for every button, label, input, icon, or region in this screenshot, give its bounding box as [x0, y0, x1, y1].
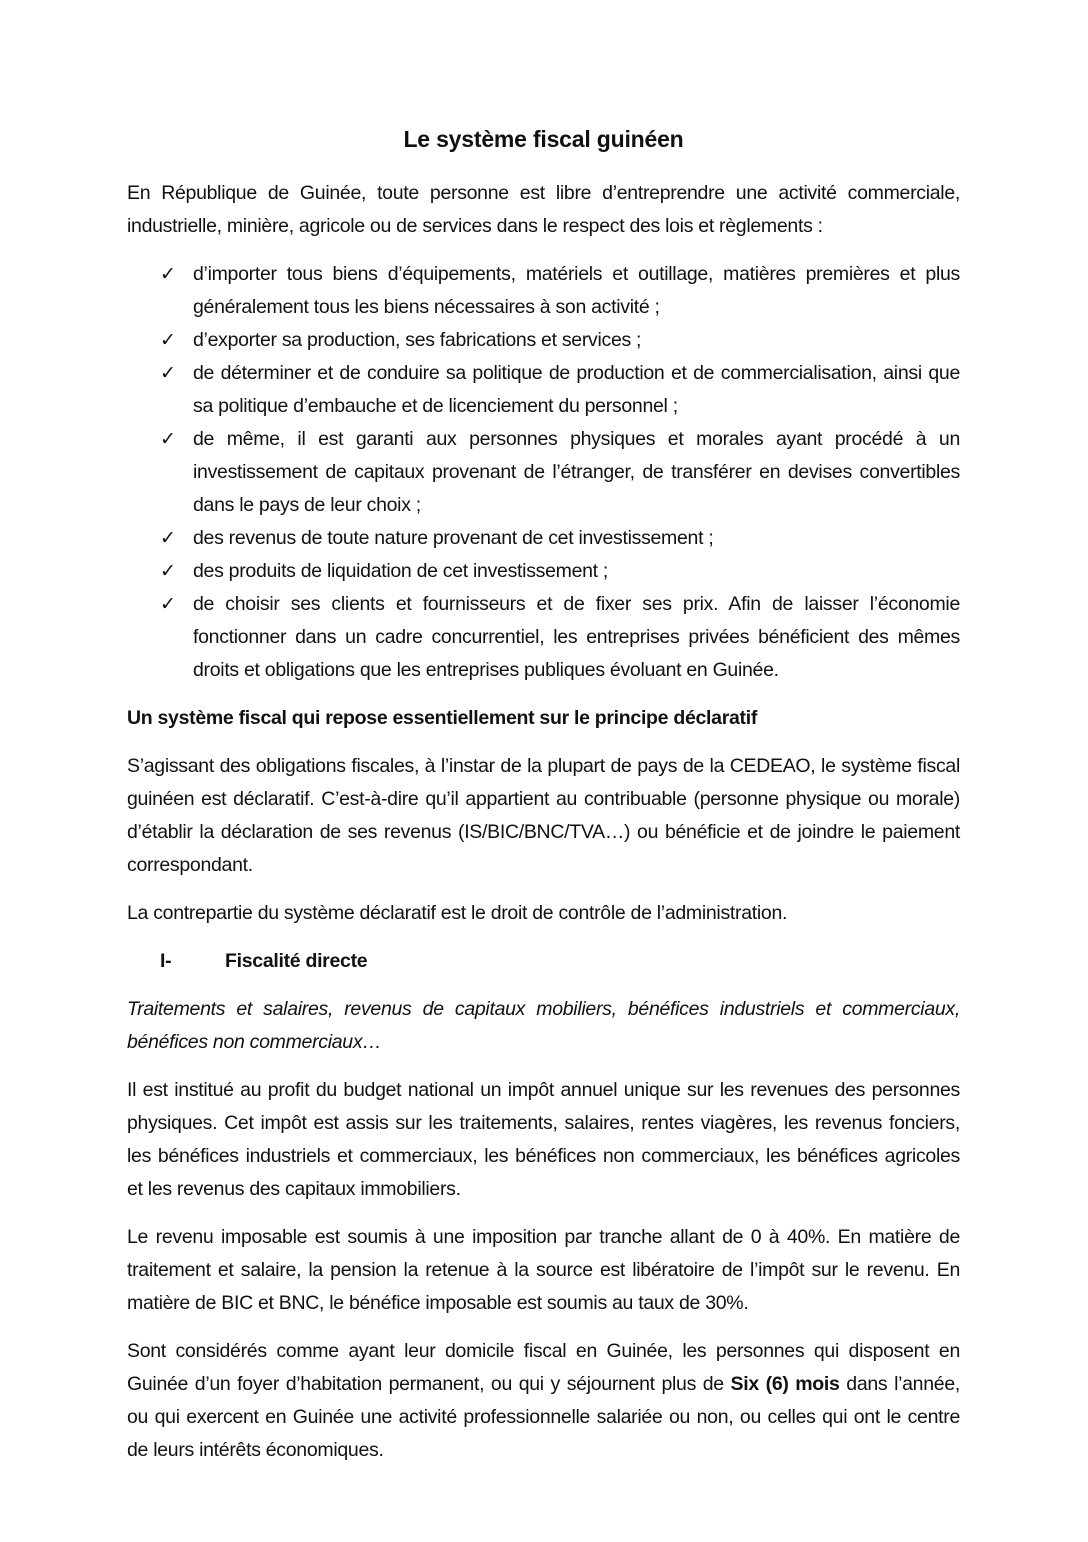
domicile-text-after: dans l’année, ou qui exercent en Guinée une activité professionnelle salariée ou non, ou celles qui ont le centre de leurs intérêts économiques. [127, 1373, 960, 1461]
list-item [127, 324, 960, 357]
domicile-fiscal-paragraph [127, 1335, 960, 1467]
checkmark-icon: ✓ [160, 561, 176, 582]
checkmark-icon: ✓ [160, 264, 176, 285]
list-item [127, 423, 960, 522]
list-item [127, 588, 960, 687]
income-types-paragraph: Traitements et salaires, revenus de capitaux mobiliers, bénéfices industriels et commerciaux, bénéfices non commerciaux… [127, 998, 960, 1053]
checkmark-icon: ✓ [160, 330, 176, 351]
intro-paragraph: En République de Guinée, toute personne est libre d’entreprendre une activité commerciale, industrielle, minière, agricole ou de services dans le respect des lois et règlements : [127, 182, 960, 237]
list-item-text: de même, il est garanti aux personnes physiques et morales ayant procédé à un investissement de capitaux provenant de l’étranger, de transférer en devises convertibles dans le pays de leur choix ; [193, 428, 960, 516]
impot-paragraph: Il est institué au profit du budget national un impôt annuel unique sur les revenues des personnes physiques. Cet impôt est assis sur les traitements, salaires, rentes viagères, les revenus fonciers, les bénéfices industriels et commerciaux, les bénéfices non commerciaux, les bénéfices agricoles et les revenus des capitaux immobiliers. [127, 1079, 960, 1200]
list-item-text: des produits de liquidation de cet investissement ; [193, 560, 609, 582]
section-numeral: I- [160, 950, 172, 972]
list-item [127, 522, 960, 555]
list-item [127, 357, 960, 423]
declarative-principle-heading: Un système fiscal qui repose essentiellement sur le principe déclaratif [127, 707, 758, 729]
list-item [127, 555, 960, 588]
revenu-imposable-paragraph: Le revenu imposable est soumis à une imposition par tranche allant de 0 à 40%. En matière de traitement et salaire, la pension la retenue à la source est libératoire de l’impôt sur le revenu. En matière de BIC et BNC, le bénéfice imposable est soumis au taux de 30%. [127, 1226, 960, 1314]
list-item-text: de choisir ses clients et fournisseurs et de fixer ses prix. Afin de laisser l’économie fonctionner dans un cadre concurrentiel, les entreprises privées bénéficient des mêmes droits et obligations que les entreprises publiques évoluant en Guinée. [193, 593, 960, 681]
domicile-text-before: Sont considérés comme ayant leur domicile fiscal en Guinée, les personnes qui disposent en Guinée d’un foyer d’habitation permanent, ou qui y séjournent plus de [127, 1340, 960, 1395]
section-heading-fiscalite-directe [127, 945, 960, 978]
domicile-bold-phrase: Six (6) mois [730, 1373, 840, 1395]
checkmark-icon: ✓ [160, 594, 176, 615]
freedoms-list [127, 258, 960, 687]
checkmark-icon: ✓ [160, 429, 176, 450]
list-item [127, 258, 960, 324]
checkmark-icon: ✓ [160, 363, 176, 384]
checkmark-icon: ✓ [160, 528, 176, 549]
list-item-text: des revenus de toute nature provenant de cet investissement ; [193, 527, 714, 549]
contrepartie-paragraph: La contrepartie du système déclaratif est le droit de contrôle de l’administration. [127, 902, 788, 924]
list-item-text: de déterminer et de conduire sa politique de production et de commercialisation, ainsi que sa politique d’embauche et de licenciement du personnel ; [193, 362, 960, 417]
page-title: Le système fiscal guinéen [403, 126, 684, 152]
list-item-text: d’importer tous biens d’équipements, matériels et outillage, matières premières et plus généralement tous les biens nécessaires à son activité ; [193, 263, 960, 318]
obligations-paragraph: S’agissant des obligations fiscales, à l’instar de la plupart de pays de la CEDEAO, le système fiscal guinéen est déclaratif. C’est-à-dire qu’il appartient au contribuable (personne physique ou morale) d’établir la déclaration de ses revenus (IS/BIC/BNC/TVA…) ou bénéficie et de joindre le paiement correspondant. [127, 755, 960, 876]
section-label: Fiscalité directe [225, 950, 368, 972]
list-item-text: d’exporter sa production, ses fabrications et services ; [193, 329, 642, 351]
